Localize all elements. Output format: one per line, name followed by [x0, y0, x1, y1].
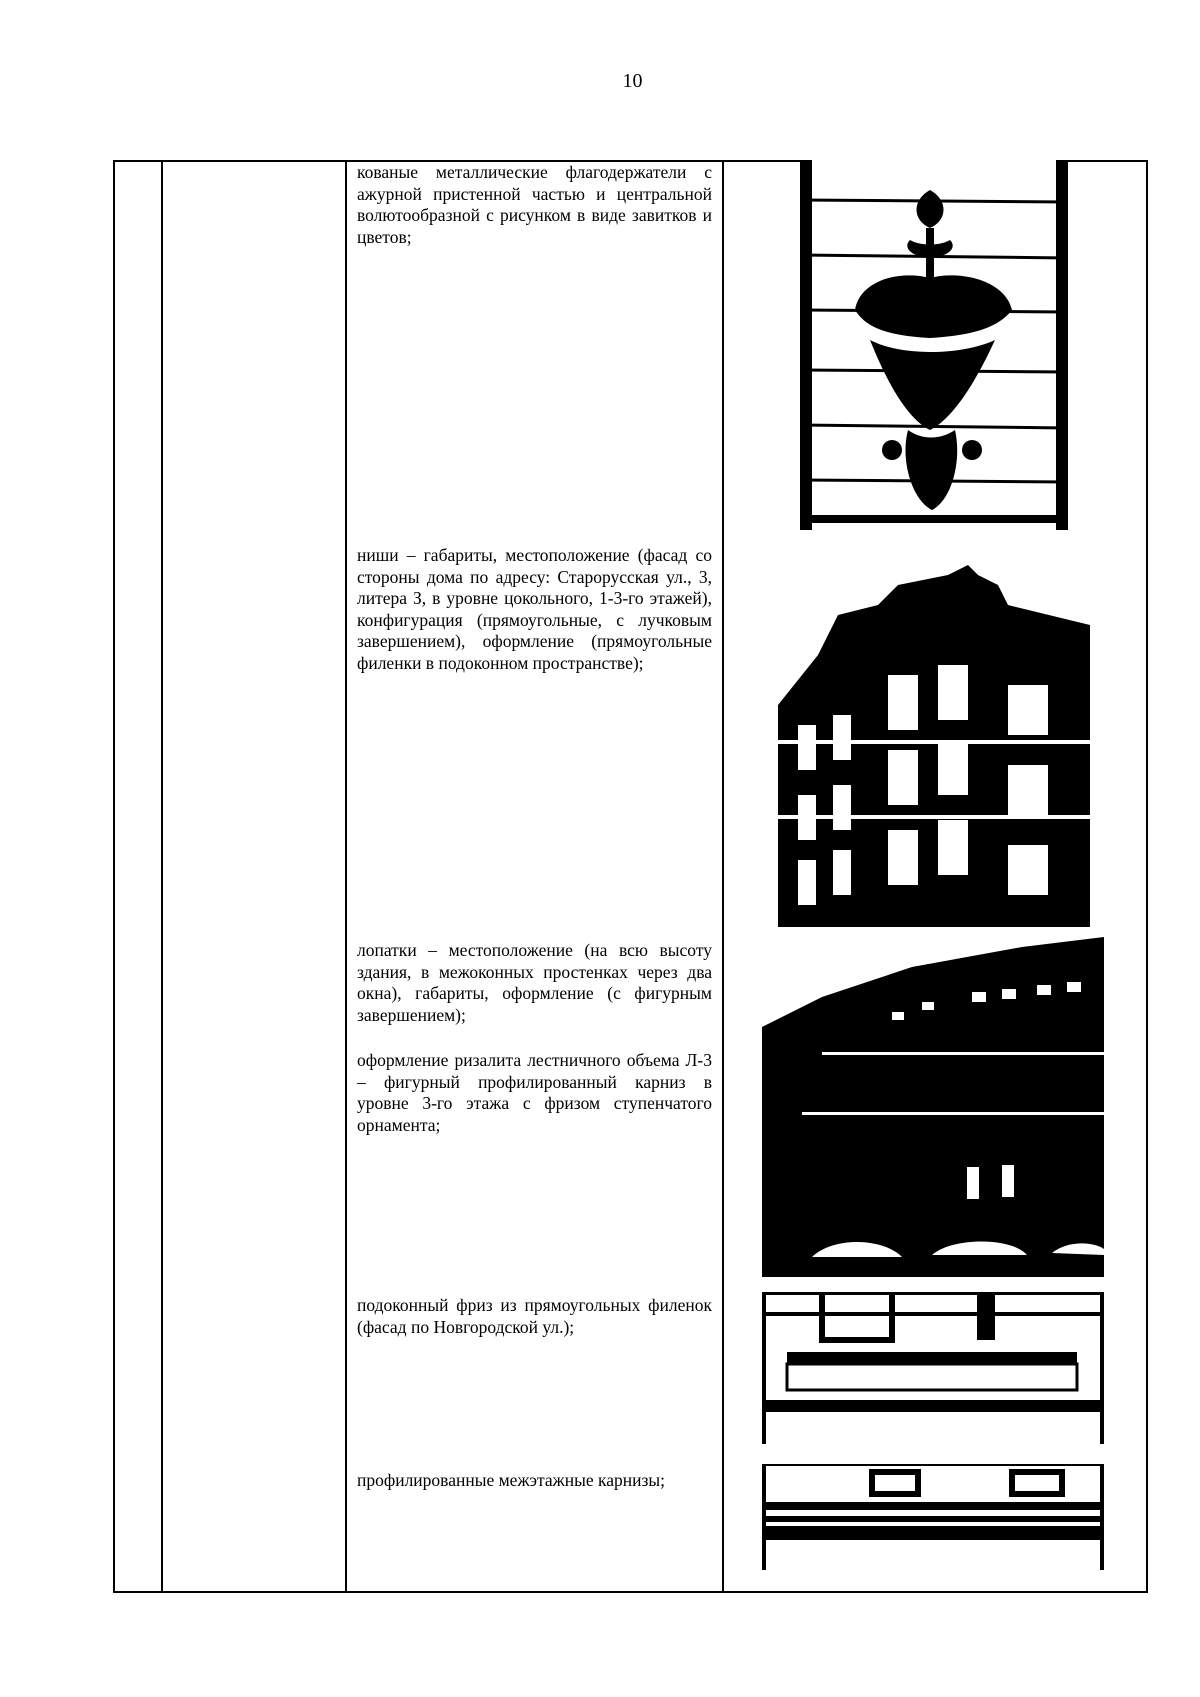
- page-number: 10: [622, 70, 643, 92]
- feature-description: оформление ризалита лестничного объема Л-3 – фигурный профилированный карниз в уровне 3-го этажа с фризом ступенчатого орнамента;: [357, 1050, 712, 1135]
- building-corner-facade-photo: [778, 565, 1090, 927]
- table-column-border: [722, 160, 724, 1593]
- feature-description: подоконный фриз из прямоугольных филенок (фасад по Новгородской ул.);: [357, 1295, 712, 1337]
- table-column-border: [113, 160, 115, 1593]
- feature-description: лопатки – местоположение (на всю высоту здания, в межоконных простенках через два окна), габариты, оформление (с фигурным завершением);: [357, 940, 712, 1025]
- feature-description: профилированные межэтажные карнизы;: [357, 1470, 666, 1490]
- street-facade-photo: [762, 937, 1104, 1277]
- table-column-border: [161, 160, 163, 1593]
- wrought-iron-flag-holder-photo: [800, 160, 1068, 530]
- table-column-border: [1146, 160, 1148, 1593]
- feature-description: кованые металлические флагодержатели с ажурной пристенной частью и центральной волютообразной с рисунком в виде завитков и цветов;: [357, 162, 712, 247]
- interfloor-cornice-photo: [762, 1464, 1104, 1570]
- feature-description: ниши – габариты, местоположение (фасад со стороны дома по адресу: Старорусская ул., 3, литера З, в уровне цокольного, 1-3-го этажей), конфигурация (прямоугольные, с лучковым завершением), оформление (прямоугольные филенки в подоконном пространстве);: [357, 545, 712, 673]
- table-column-border: [345, 160, 347, 1593]
- window-sill-frieze-photo: [762, 1292, 1104, 1444]
- table-bottom-border: [113, 1591, 1148, 1593]
